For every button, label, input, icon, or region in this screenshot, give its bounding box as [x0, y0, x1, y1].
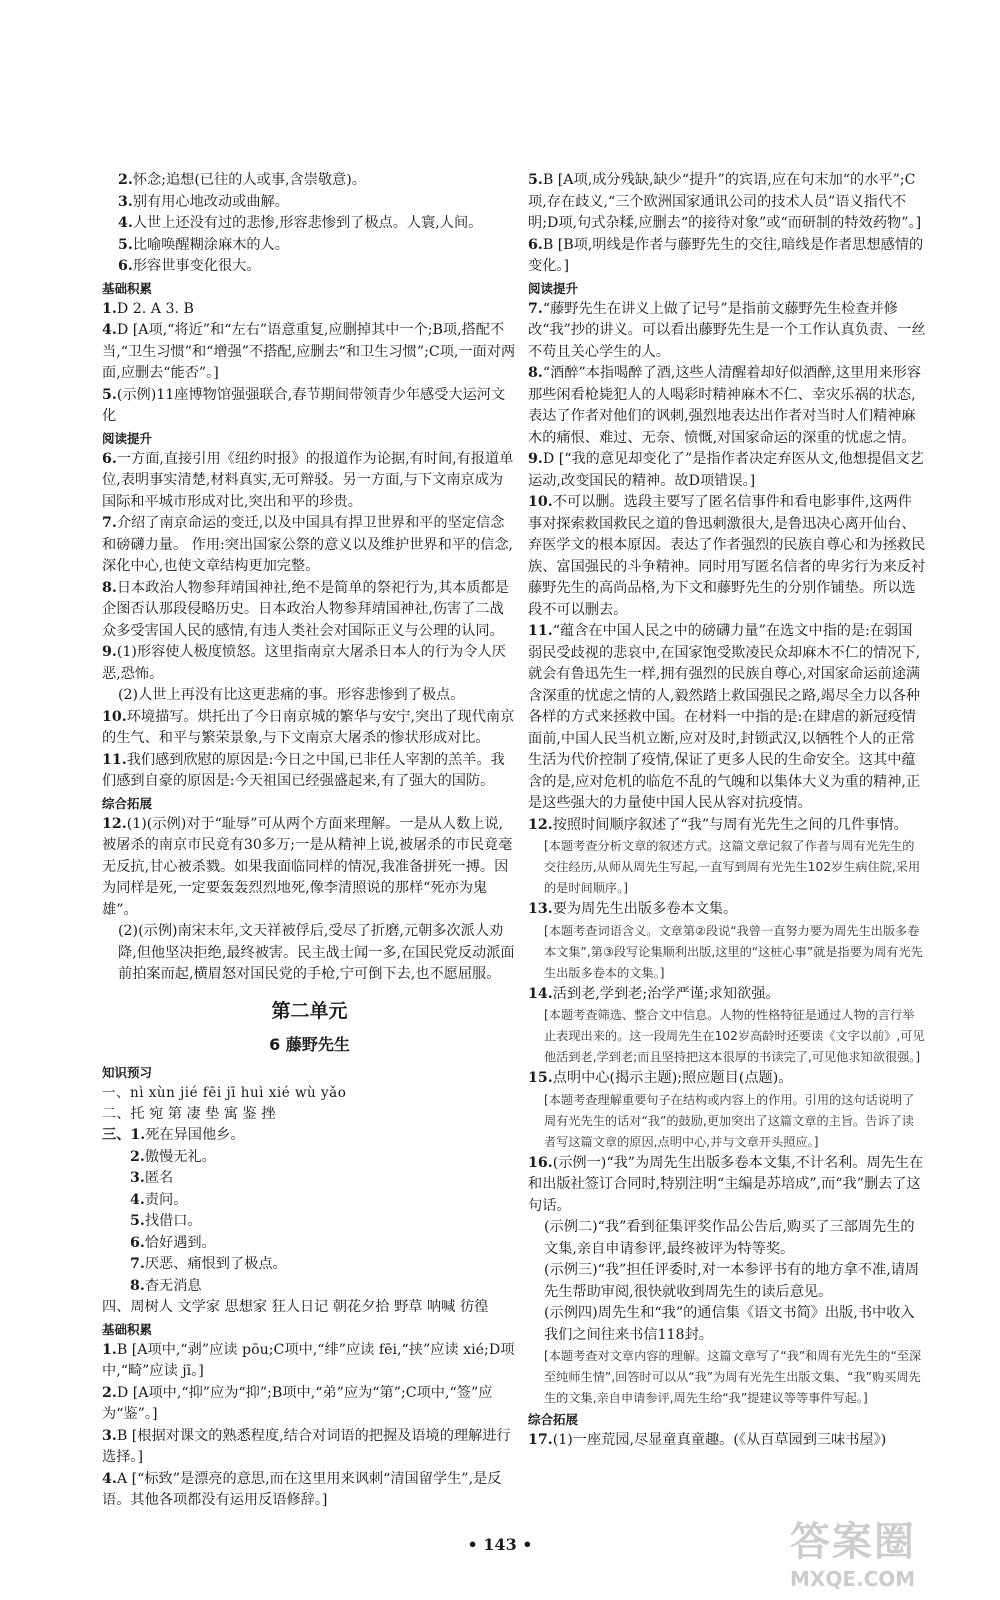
- list-item: 2.怀念;追想(已往的人或事,含崇敬意)。: [118, 172, 366, 188]
- section-heading-zonghe-right: 综合拓展: [528, 1412, 579, 1427]
- list-item: 9.(1)形容使人极度愤怒。这里指南京大屠杀日本人的行为令人厌恶,恐怖。: [102, 644, 506, 682]
- list-item: (示例三)“我”担任评委时,对一本参评书有的地方拿不准,请周先生帮助审阅,很快就收到周先生的读后意见。: [544, 1262, 920, 1300]
- list-item: 2.傲慢无礼。: [130, 1148, 216, 1165]
- section-heading-yuedu-right: 阅读提升: [528, 280, 579, 296]
- si-line: 四、周树人 文学家 思想家 狂人日记 朝花夕拾 野草 呐喊 彷徨: [102, 1299, 489, 1315]
- list-item: 三、1.死在异国他乡。: [102, 1127, 245, 1143]
- watermark-url: MXQE.COM: [790, 1567, 916, 1591]
- list-item: 7.厌恶、痛恨到了极点。: [130, 1256, 287, 1272]
- list-item: 5.找借口。: [130, 1213, 202, 1229]
- list-item: 14.活到老,学到老;治学严谨;求知欲强。: [528, 985, 780, 1002]
- list-item: 8.日本政治人物参拜靖国神社,绝不是简单的祭祀行为,其本质都是企图否认那段侵略历史。日本政治人物参拜靖国神社,伤害了二战众多受害国人民的感情,有违人类社会对国际正义与公理的认同。: [102, 579, 509, 639]
- answer-note: [本题考查理解重要句子在结构或内容上的作用。引用的这句话说明了周有光先生的话对“我”的鼓励,更加突出了这篇文章的主旨。告诉了读者写这篇文章的原因,点明中心,并与文章开头照应。]: [544, 1092, 915, 1149]
- list-item: 7.介绍了南京命运的变迁,以及中国具有捍卫世界和平的坚定信念和磅礴力量。 作用:突出国家公祭的意义以及维护世界和平的信念,深化中心,也使文章结构更加完整。: [102, 515, 514, 574]
- list-item: 4.人世上还没有过的悲惨,形容悲惨到了极点。人寰,人间。: [118, 215, 483, 231]
- section-heading-zhishi: 知识预习: [102, 1064, 153, 1080]
- list-item: 3.B [根据对课文的熟悉程度,结合对词语的把握及语境的理解进行选择。]: [102, 1427, 511, 1465]
- list-item: 1.D 2. A 3. B: [102, 300, 194, 317]
- answer-note: [本题考查分析文章的叙述方式。这篇文章记叙了作者与周有光先生的交往经历,从师从周先生写起,一直写到周有光先生102岁生病住院,采用的是时间顺序。]: [544, 839, 921, 895]
- list-item: 6.一方面,直接引用《纽约时报》的报道作为论据,有时间,有报道单位,表明事实清楚,材料真实,无可辩驳。另一方面,与下文南京成为国际和平城市形成对比,突出和平的珍贵。: [102, 450, 514, 510]
- list-item: 5.B [A项,成分残缺,缺少“提升”的宾语,应在句末加“的水平”;C项,存在歧义,“三个欧洲国家通讯公司的技术人员”语义指代不明;D项,句式杂糅,应删去“的接待对象”或“而研制的特效药物”。]: [528, 172, 922, 231]
- list-item: 1.B [A项中,“剥”应读 pōu;C项中,“绯”应读 fēi,“挟”应读 xié;D项中,“畸”应读 jī。]: [102, 1341, 515, 1379]
- list-item: 11.我们感到欣慰的原因是:今日之中国,已非任人宰割的羔羊。我们感到自豪的原因是:今天祖国已经强盛起来,有了强大的国防。: [102, 751, 505, 789]
- list-item: 17.(1)一座荒园,尽显童真童趣。(《从百草园到三味书屋》): [528, 1432, 887, 1448]
- list-item: 6.恰好遇到。: [130, 1234, 216, 1251]
- list-item: (示例二)“我”看到征集评奖作品公告后,购买了三部周先生的文集,亲自申请参评,最终被评为特等奖。: [544, 1219, 915, 1257]
- list-item: (示例四)周先生和“我”的通信集《语文书简》出版,书中收入我们之间往来书信118封。: [544, 1305, 915, 1343]
- answer-note: [本题考查词语含义。文章第②段说“我曾一直努力要为周先生出版多卷本文集”,第③段写论集顺利出版,这里的“这桩心事”就是指要为周有光先生出版多卷本的文集。]: [544, 923, 923, 980]
- list-item: 4.D [A项,“将近”和“左右”语意重复,应删掉其中一个;B项,搭配不当,“卫生习惯”和“增强”不搭配,应删去“和卫生习惯”;C项,一面对两面,应删去“能否”。]: [102, 322, 516, 381]
- section-heading-jichu-2: 基础积累: [102, 1321, 153, 1337]
- lesson-title: 6 藤野先生: [269, 1034, 350, 1054]
- list-item: 3.匿名: [130, 1170, 174, 1186]
- list-item: 5.比喻唤醒糊涂麻木的人。: [118, 236, 289, 253]
- list-item: 9.D [“我的意见却变化了”是指作者决定弃医从文,他想提倡文艺运动,改变国民的精神。故D项错误。]: [528, 451, 924, 489]
- list-item: 4.责问。: [130, 1191, 188, 1208]
- list-item: (2)人世上再没有比这更悲痛的事。形容悲惨到了极点。: [118, 687, 465, 703]
- watermark-text: 答案圈: [790, 1519, 916, 1565]
- list-item: 13.要为周先生出版多卷本文集。: [528, 901, 738, 917]
- watermark-logo: [790, 1510, 990, 1590]
- list-item: 8.“酒醉”本指喝醉了酒,这些人清醒着却好似酒醉,这里用来形容那些闲看枪毙犯人的人喝彩时精神麻木不仁、幸灾乐祸的状态,表达了作者对他们的讽刺,强烈地表达出作者对当时人们精神麻木的痛恨、难过、无奈、愤慨,对国家命运的深重的忧虑之情。: [528, 365, 922, 446]
- list-item: 11.“蕴含在中国人民之中的磅礴力量”在选文中指的是:在弱国弱民受歧视的悲哀中,在国家饱受欺凌民众却麻木不仁的情况下,就会有鲁迅先生一样,拥有强烈的民族自尊心,对国家命运前途满含深重的忧虑之情的人,毅然踏上救国强民之路,竭尽全力以各种各样的方式来拯救中国。在材料一中指的是:在肆虐的新冠疫情面前,中国人民当机立断,应对及时,封锁武汉,以牺牲个人的正常生活为代价控制了疫情,保证了更多人民的生命安全。这其中蕴含的是,应对危机的临危不乱的气魄和以集体大义为重的精神,正是这些强大的力量使中国人民从容对抗疫情。: [528, 623, 921, 811]
- list-item: 10.不可以删。选段主要写了匿名信事件和看电影事件,这两件事对探索救国救民之道的鲁迅刺激很大,是鲁迅决心离开仙台、弃医学文的根本原因。表达了作者强烈的民族自尊心和为拯救民族、富国强民的斗争精神。同时用写匿名信者的卑劣行为来反衬藤野先生的高尚品格,为下文和藤野先生的分别作铺垫。所以选段不可以删去。: [528, 494, 926, 618]
- section-heading-zonghe: 综合拓展: [102, 795, 153, 811]
- list-item: 2.D [A项中,“抑”应为“抑”;B项中,“弟”应为“第”;C项中,“签”应为“鉴”。]: [102, 1384, 493, 1422]
- answer-note: [本题考查筛选、整合文中信息。人物的性格特征是通过人物的言行举止表现出来的。这一段周先生在102岁高龄时还要读《文字以前》,可见他活到老,学到老;而且坚持把这本很厚的书读完了,可见他求知欲很强。]: [544, 1008, 925, 1064]
- list-item: 16.(示例一)“我”为周先生出版多卷本文集,不计名利。周先生在和出版社签订合同时,特别注明“主编是苏培成”,而“我”删去了这句话。: [528, 1154, 924, 1214]
- list-item: 10.环境描写。烘托出了今日南京城的繁华与安宁,突出了现代南京的生气、和平与繁荣景象,与下文南京大屠杀的惨状形成对比。: [102, 708, 515, 746]
- answer-note: [本题考查对文章内容的理解。这篇文章写了“我”和周有光先生的“至深至纯师生情”,回答时可以从“我”为周有光先生出版文集、“我”购买周先生的文集,亲自申请参评,周先生给“我”提建议等等事件写起。]: [544, 1349, 922, 1405]
- chars-line: 二、托 宛 第 凄 垫 寓 鉴 挫: [102, 1105, 276, 1122]
- list-item: 15.点明中心(揭示主题);照应题目(点题)。: [528, 1070, 793, 1086]
- list-item: (2)(示例)南宋末年,文天祥被俘后,受尽了折磨,元朝多次派人劝降,但他坚决拒绝,最终被害。民主战士闻一多,在国民党反动派面前拍案而起,横眉怒对国民党的手枪,宁可倒下去,也不愿屈服。: [118, 923, 515, 982]
- list-item: 8.杳无消息: [130, 1277, 202, 1294]
- list-item: 6.形容世事变化很大。: [118, 258, 261, 274]
- right-column: [528, 170, 926, 1452]
- pinyin-line: 一、nì xùn jié fēi jī huì xié wù yǎo: [102, 1084, 347, 1101]
- list-item: 3.别有用心地改动或曲解。: [118, 193, 289, 210]
- left-top-list: [102, 170, 517, 278]
- list-item: 12.按照时间顺序叙述了“我”与周有光先生之间的几件事情。: [528, 816, 908, 833]
- section-heading-yuedu: 阅读提升: [102, 430, 153, 446]
- list-item: 7.“藤野先生在讲义上做了记号”是指前文藤野先生检查并修改“我”抄的讲义。可以看出藤野先生是一个工作认真负责、一丝不苟且关心学生的人。: [528, 300, 926, 360]
- list-item: 12.(1)(示例)对于“耻辱”可从两个方面来理解。一是从人数上说,被屠杀的南京市民竟有30多万;一是从精神上说,被屠杀的市民竟毫无反抗,甘心被杀戮。如果我面临同样的情况,我准备拼死一搏。因为同样是死,一定要轰轰烈烈地死,像李清照说的那样“死亦为鬼雄”。: [102, 815, 513, 918]
- list-item: 5.(示例)11座博物馆强强联合,春节期间带领青少年感受大运河文化: [102, 386, 506, 424]
- left-column: [102, 170, 517, 1512]
- page-number: • 143 •: [467, 1535, 533, 1554]
- section-heading-jichu: 基础积累: [102, 280, 153, 296]
- list-item: 4.A [“标致”是漂亮的意思,而在这里用来讽刺“清国留学生”,是反语。其他各项都没有运用反语修辞。]: [102, 1470, 502, 1508]
- unit-title: 第二单元: [271, 999, 348, 1022]
- list-item: 6.B [B项,明线是作者与藤野先生的交往,暗线是作者思想感情的变化。]: [528, 236, 924, 274]
